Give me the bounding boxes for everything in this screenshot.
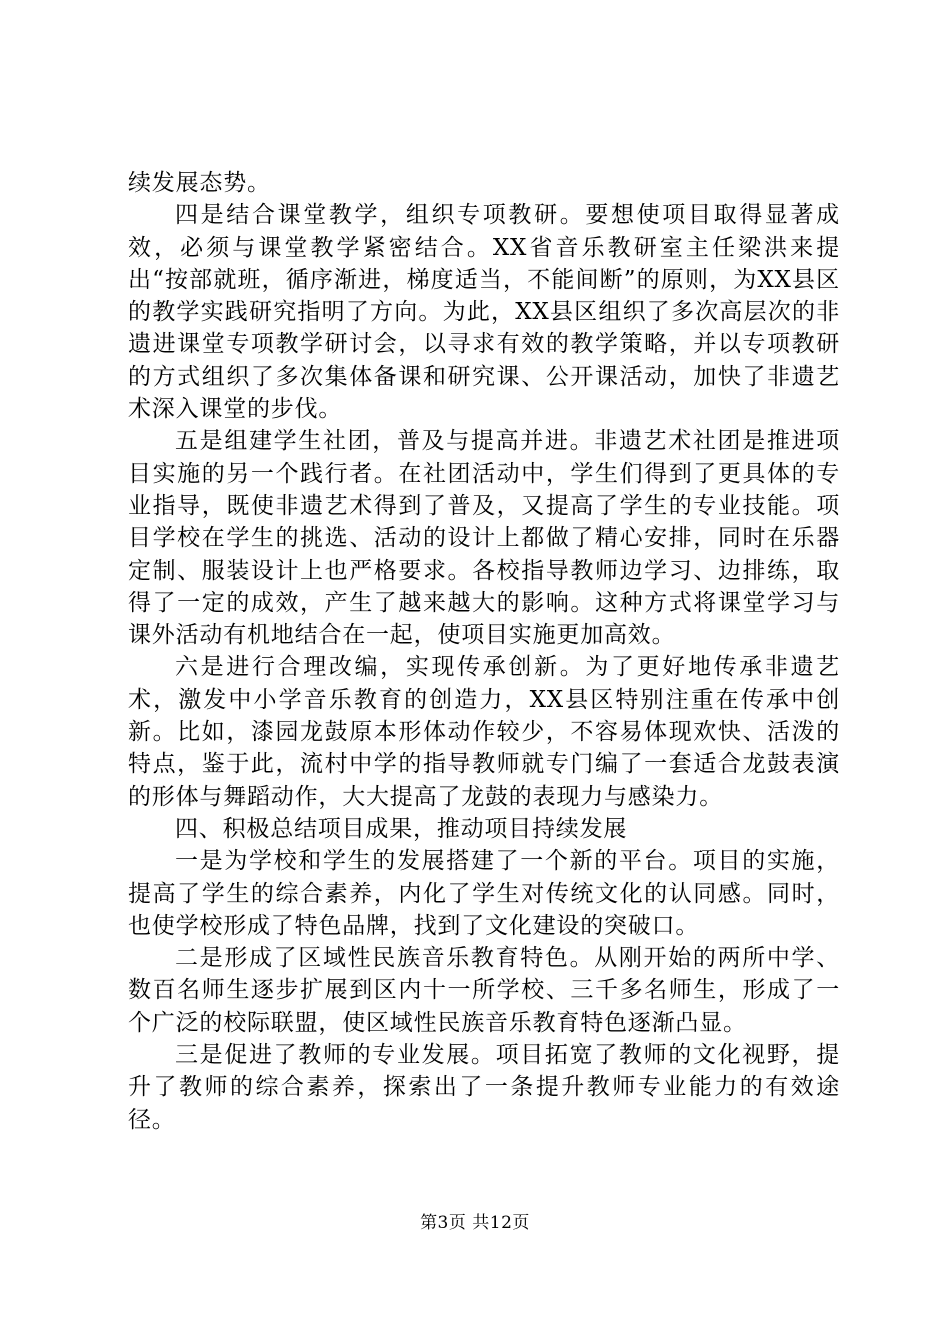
document-body bbox=[128, 167, 840, 1136]
page-footer: 第3页 共12页 bbox=[420, 1213, 530, 1233]
paragraph-result-one: 一是为学校和学生的发展搭建了一个新的平台。项目的实施，提高了学生的综合素养，内化了学生对传统文化的认同感。同时，也使学校形成了特色品牌，找到了文化建设的突破口。 bbox=[128, 848, 840, 939]
paragraph-point-five: 五是组建学生社团，普及与提高并进。非遗艺术社团是推进项目实施的另一个践行者。在社团活动中，学生们得到了更具体的专业指导，既使非遗艺术得到了普及，又提高了学生的专业技能。项目学校在学生的挑选、活动的设计上都做了精心安排，同时在乐器定制、服装设计上也严格要求。各校指导教师边学习、边排练，取得了一定的成效，产生了越来越大的影响。这种方式将课堂学习与课外活动有机地结合在一起，使项目实施更加高效。 bbox=[128, 428, 840, 649]
paragraph-result-two: 二是形成了区域性民族音乐教育特色。从刚开始的两所中学、数百名师生逐步扩展到区内十一所学校、三千多名师生，形成了一个广泛的校际联盟，使区域性民族音乐教育特色逐渐凸显。 bbox=[128, 945, 840, 1036]
paragraph-point-four: 四是结合课堂教学，组织专项教研。要想使项目取得显著成效，必须与课堂教学紧密结合。XX省音乐教研室主任梁洪来提出“按部就班，循序渐进，梯度适当，不能间断”的原则，为XX县区的教学实践研究指明了方向。为此，XX县区组织了多次高层次的非遗进课堂专项教学研讨会，以寻求有效的教学策略，并以专项教研的方式组织了多次集体备课和研究课、公开课活动，加快了非遗艺术深入课堂的步伐。 bbox=[128, 202, 840, 423]
paragraph-continuation: 续发展态势。 bbox=[128, 170, 271, 196]
paragraph-result-three: 三是促进了教师的专业发展。项目拓宽了教师的文化视野，提升了教师的综合素养，探索出了一条提升教师专业能力的有效途径。 bbox=[128, 1042, 840, 1133]
section-heading: 四、积极总结项目成果，推动项目持续发展 bbox=[175, 815, 628, 842]
paragraph-point-six: 六是进行合理改编，实现传承创新。为了更好地传承非遗艺术，激发中小学音乐教育的创造力，XX县区特别注重在传承中创新。比如，漆园龙鼓原本形体动作较少，不容易体现欢快、活泼的特点，鉴于此，流村中学的指导教师就专门编了一套适合龙鼓表演的形体与舞蹈动作，大大提高了龙鼓的表现力与感染力。 bbox=[128, 654, 840, 810]
